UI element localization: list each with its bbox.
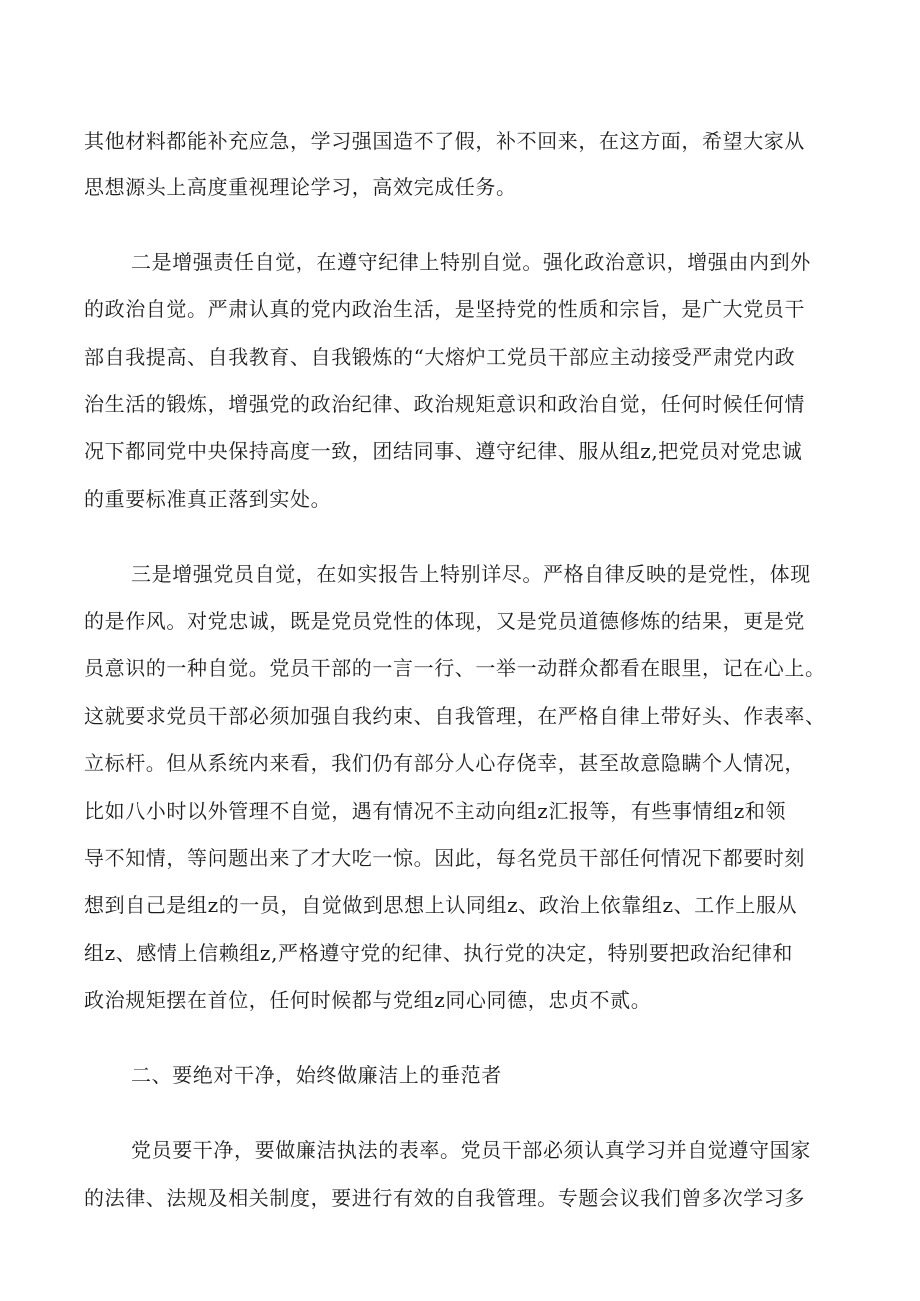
- text-line: 部自我提高、自我教育、自我锻炼的“大熔炉工党员干部应主动接受严肃党内政: [84, 345, 796, 369]
- text-line: 的是作风。对党忠诚，既是党员党性的体现，又是党员道德修炼的结果，更是党: [84, 609, 805, 633]
- text-line: 况下都同党中央保持高度一致，团结同事、遵守纪律、服从组z,把党员对党忠诚: [84, 439, 803, 463]
- text-line: 的法律、法规及相关制度，要进行有效的自我管理。专题会议我们曾多次学习多: [84, 1186, 805, 1210]
- paragraph-start-line: 二是增强责任自觉，在遵守纪律上特别自觉。强化政治意识，增强由内到外: [131, 250, 811, 274]
- text-line: 员意识的一种自觉。党员干部的一言一行、一举一动群众都看在眼里，记在心上。: [84, 656, 826, 680]
- section-heading: 二、要绝对干净，始终做廉洁上的垂范者: [131, 1063, 502, 1087]
- paragraph-start-line: 党员要干净，要做廉洁执法的表率。党员干部必须认真学习并自觉遵守国家: [131, 1138, 811, 1162]
- text-line: 治生活的锻炼，增强党的政治纪律、政治规矩意识和政治自觉，任何时候任何情: [84, 392, 805, 416]
- text-line: 思想源头上高度重视理论学习，高效完成任务。: [84, 175, 517, 199]
- text-line: 比如八小时以外管理不自觉，遇有情况不主动向组z汇报等，有些事情组z和领: [84, 799, 787, 823]
- text-line: 导不知情，等问题出来了才大吃一惊。因此，每名党员干部任何情况下都要时刻: [84, 846, 805, 870]
- text-line: 的重要标准真正落到实处。: [84, 487, 332, 511]
- text-line: 这就要求党员干部必须加强自我约束、自我管理，在严格自律上带好头、作表率、: [84, 704, 826, 728]
- text-line: 组z、感情上信赖组z,严格遵守党的纪律、执行党的决定，特别要把政治纪律和: [84, 941, 794, 965]
- text-line: 想到自己是组z的一员，自觉做到思想上认同组z、政治上依靠组z、工作上服从: [84, 893, 798, 917]
- text-line: 的政治自觉。严肃认真的党内政治生活，是坚持党的性质和宗旨，是广大党员干: [84, 297, 805, 321]
- text-line: 其他材料都能补充应急，学习强国造不了假，补不回来，在这方面，希望大家从: [84, 129, 805, 153]
- text-line: 政治规矩摆在首位，任何时候都与党组z同心同德，忠贞不贰。: [84, 988, 652, 1012]
- text-line: 立标杆。但从系统内来看，我们仍有部分人心存侥幸，甚至故意隐瞒个人情况，: [84, 751, 805, 775]
- paragraph-start-line: 三是增强党员自觉，在如实报告上特别详尽。严格自律反映的是党性，体现: [131, 562, 811, 586]
